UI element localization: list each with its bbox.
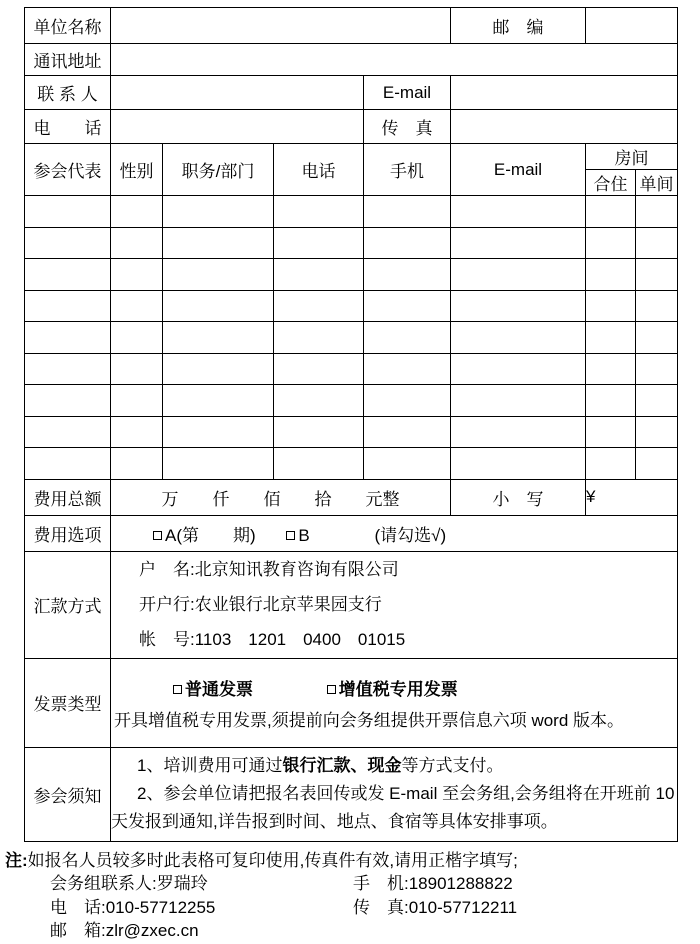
rep-input-cell[interactable] (586, 448, 636, 480)
rep-input-cell[interactable] (111, 227, 163, 259)
rep-input-cell[interactable] (451, 259, 586, 291)
fee-total-amount-cell[interactable]: 万 仟 佰 拾 元整 (111, 479, 451, 515)
rep-input-cell[interactable] (25, 416, 111, 448)
rep-input-cell[interactable] (451, 196, 586, 228)
rep-input-cell[interactable] (274, 290, 364, 322)
rep-input-cell[interactable] (451, 385, 586, 417)
rep-input-cell[interactable] (636, 227, 678, 259)
rep-input-cell[interactable] (364, 448, 451, 480)
rep-header-room-single: 单间 (636, 170, 678, 196)
rep-input-cell[interactable] (111, 353, 163, 385)
rep-empty-row (25, 322, 678, 354)
footer-mobile: 手 机:18901288822 (353, 874, 513, 893)
rep-input-cell[interactable] (25, 385, 111, 417)
email-input-cell[interactable] (451, 76, 678, 110)
footer-note: 注:如报名人员较多时此表格可复印使用,传真件有效,请用正楷字填写; (5, 851, 518, 870)
rep-input-cell[interactable] (274, 385, 364, 417)
rep-input-cell[interactable] (111, 385, 163, 417)
rep-empty-row (25, 448, 678, 480)
checkbox-icon[interactable] (153, 531, 162, 540)
rep-header-position: 职务/部门 (163, 144, 274, 196)
fax-input-cell[interactable] (451, 110, 678, 144)
remittance-bank: 开户行:农业银行北京苹果园支行 (139, 595, 382, 614)
footer-note-prefix: 注: (5, 851, 28, 870)
rep-input-cell[interactable] (274, 448, 364, 480)
rep-input-cell[interactable] (274, 416, 364, 448)
footer-contact: 会务组联系人:罗瑞玲 (50, 874, 208, 893)
fee-option-b[interactable]: B (286, 526, 309, 545)
remittance-account-name: 户 名:北京知讯教育咨询有限公司 (139, 560, 399, 579)
rep-input-cell[interactable] (25, 290, 111, 322)
contact-input-cell[interactable] (111, 76, 364, 110)
rep-input-cell[interactable] (111, 259, 163, 291)
rep-title: 参会代表 (25, 144, 111, 196)
fax-label: 传 真 (364, 110, 451, 144)
rep-input-cell[interactable] (364, 416, 451, 448)
rep-input-cell[interactable] (111, 196, 163, 228)
rep-input-cell[interactable] (636, 322, 678, 354)
rep-empty-rows (25, 196, 678, 480)
rep-input-cell[interactable] (586, 227, 636, 259)
footer-phone: 电 话:010-57712255 (50, 898, 216, 917)
invoice-option-vat[interactable]: 增值税专用发票 (327, 680, 458, 699)
rep-header-room: 房间 (586, 144, 678, 170)
rep-empty-row (25, 416, 678, 448)
rep-header-email: E-mail (451, 144, 586, 196)
remittance-account-no: 帐 号:1103 1201 0400 01015 (139, 630, 406, 649)
registration-table (24, 7, 678, 842)
fee-option-cell (111, 515, 678, 551)
fee-total-currency-cell[interactable]: ¥ (586, 479, 678, 515)
notice-item-2: 2、参会单位请把报名表回传或发 E-mail 至会务组,会务组将在开班前 10天发报到通知,详告报到时间、地点、食宿等具体安排事项。 (111, 784, 675, 831)
rep-header-mobile: 手机 (364, 144, 451, 196)
rep-empty-row (25, 353, 678, 385)
rep-empty-row (25, 259, 678, 291)
rep-input-cell[interactable] (636, 416, 678, 448)
rep-input-cell[interactable] (274, 353, 364, 385)
rep-input-cell[interactable] (163, 259, 274, 291)
rep-input-cell[interactable] (163, 385, 274, 417)
rep-input-cell[interactable] (451, 290, 586, 322)
email-label: E-mail (364, 76, 451, 110)
rep-input-cell[interactable] (163, 322, 274, 354)
rep-header-phone: 电话 (274, 144, 364, 196)
rep-input-cell[interactable] (586, 196, 636, 228)
footer-email: 邮 箱:zlr@zxec.cn (50, 921, 199, 940)
rep-input-cell[interactable] (451, 322, 586, 354)
rep-input-cell[interactable] (274, 196, 364, 228)
rep-input-cell[interactable] (636, 259, 678, 291)
invoice-note: 开具增值税专用发票,须提前向会务组提供开票信息六项 word 版本。 (114, 711, 625, 730)
rep-input-cell[interactable] (25, 353, 111, 385)
rep-input-cell[interactable] (25, 196, 111, 228)
rep-input-cell[interactable] (636, 196, 678, 228)
postal-input-cell[interactable] (586, 8, 678, 44)
rep-input-cell[interactable] (111, 322, 163, 354)
phone-input-cell[interactable] (111, 110, 364, 144)
rep-input-cell[interactable] (163, 353, 274, 385)
rep-input-cell[interactable] (274, 227, 364, 259)
unit-name-input-cell[interactable] (111, 8, 451, 44)
rep-input-cell[interactable] (111, 416, 163, 448)
remittance-label: 汇款方式 (25, 551, 111, 658)
rep-input-cell[interactable] (163, 290, 274, 322)
rep-input-cell[interactable] (364, 322, 451, 354)
rep-input-cell[interactable] (636, 385, 678, 417)
rep-input-cell[interactable] (364, 353, 451, 385)
rep-empty-row (25, 290, 678, 322)
rep-input-cell[interactable] (163, 416, 274, 448)
rep-input-cell[interactable] (451, 448, 586, 480)
fee-option-a[interactable]: A(第 期) (153, 526, 256, 545)
address-input-cell[interactable] (111, 44, 678, 76)
rep-header-gender: 性别 (111, 144, 163, 196)
rep-input-cell[interactable] (586, 353, 636, 385)
footer-fax: 传 真:010-57712211 (353, 898, 518, 917)
rep-input-cell[interactable] (25, 227, 111, 259)
rep-input-cell[interactable] (451, 353, 586, 385)
rep-input-cell[interactable] (636, 290, 678, 322)
rep-input-cell[interactable] (163, 196, 274, 228)
rep-header-room-shared: 合住 (586, 170, 636, 196)
contact-label: 联 系 人 (25, 76, 111, 110)
rep-input-cell[interactable] (364, 385, 451, 417)
invoice-label: 发票类型 (25, 658, 111, 747)
fee-option-label: 费用选项 (25, 515, 111, 551)
rep-input-cell[interactable] (451, 416, 586, 448)
rep-input-cell[interactable] (364, 196, 451, 228)
notice-label: 参会须知 (25, 747, 111, 841)
rep-input-cell[interactable] (586, 416, 636, 448)
notice-item-1: 1、培训费用可通过银行汇款、现金等方式支付。 (137, 756, 504, 775)
rep-input-cell[interactable] (364, 290, 451, 322)
rep-input-cell[interactable] (636, 448, 678, 480)
invoice-options (111, 669, 677, 706)
fee-total-label: 费用总额 (25, 479, 111, 515)
invoice-option-regular[interactable]: 普通发票 (173, 680, 253, 699)
rep-input-cell[interactable] (163, 448, 274, 480)
rep-input-cell[interactable] (111, 448, 163, 480)
rep-input-cell[interactable] (586, 290, 636, 322)
unit-name-label: 单位名称 (25, 8, 111, 44)
rep-input-cell[interactable] (25, 259, 111, 291)
fee-option-hint: (请勾选√) (374, 525, 447, 545)
rep-input-cell[interactable] (364, 259, 451, 291)
rep-input-cell[interactable] (274, 322, 364, 354)
rep-input-cell[interactable] (636, 353, 678, 385)
rep-input-cell[interactable] (163, 227, 274, 259)
rep-input-cell[interactable] (25, 322, 111, 354)
notice-cell (111, 747, 678, 841)
rep-input-cell[interactable] (111, 290, 163, 322)
invoice-cell (111, 658, 678, 747)
rep-input-cell[interactable] (586, 322, 636, 354)
rep-input-cell[interactable] (364, 227, 451, 259)
checkbox-icon[interactable] (286, 531, 295, 540)
rep-input-cell[interactable] (586, 385, 636, 417)
checkbox-icon[interactable] (327, 685, 336, 694)
rep-input-cell[interactable] (25, 448, 111, 480)
rep-input-cell[interactable] (274, 259, 364, 291)
phone-label: 电 话 (25, 110, 111, 144)
checkbox-icon[interactable] (173, 685, 182, 694)
rep-input-cell[interactable] (451, 227, 586, 259)
rep-input-cell[interactable] (586, 259, 636, 291)
address-label: 通讯地址 (25, 44, 111, 76)
postal-label: 邮 编 (451, 8, 586, 44)
fee-total-small-label: 小 写 (451, 479, 586, 515)
rep-empty-row (25, 385, 678, 417)
rep-empty-row (25, 227, 678, 259)
rep-empty-row (25, 196, 678, 228)
remittance-cell (111, 551, 678, 658)
